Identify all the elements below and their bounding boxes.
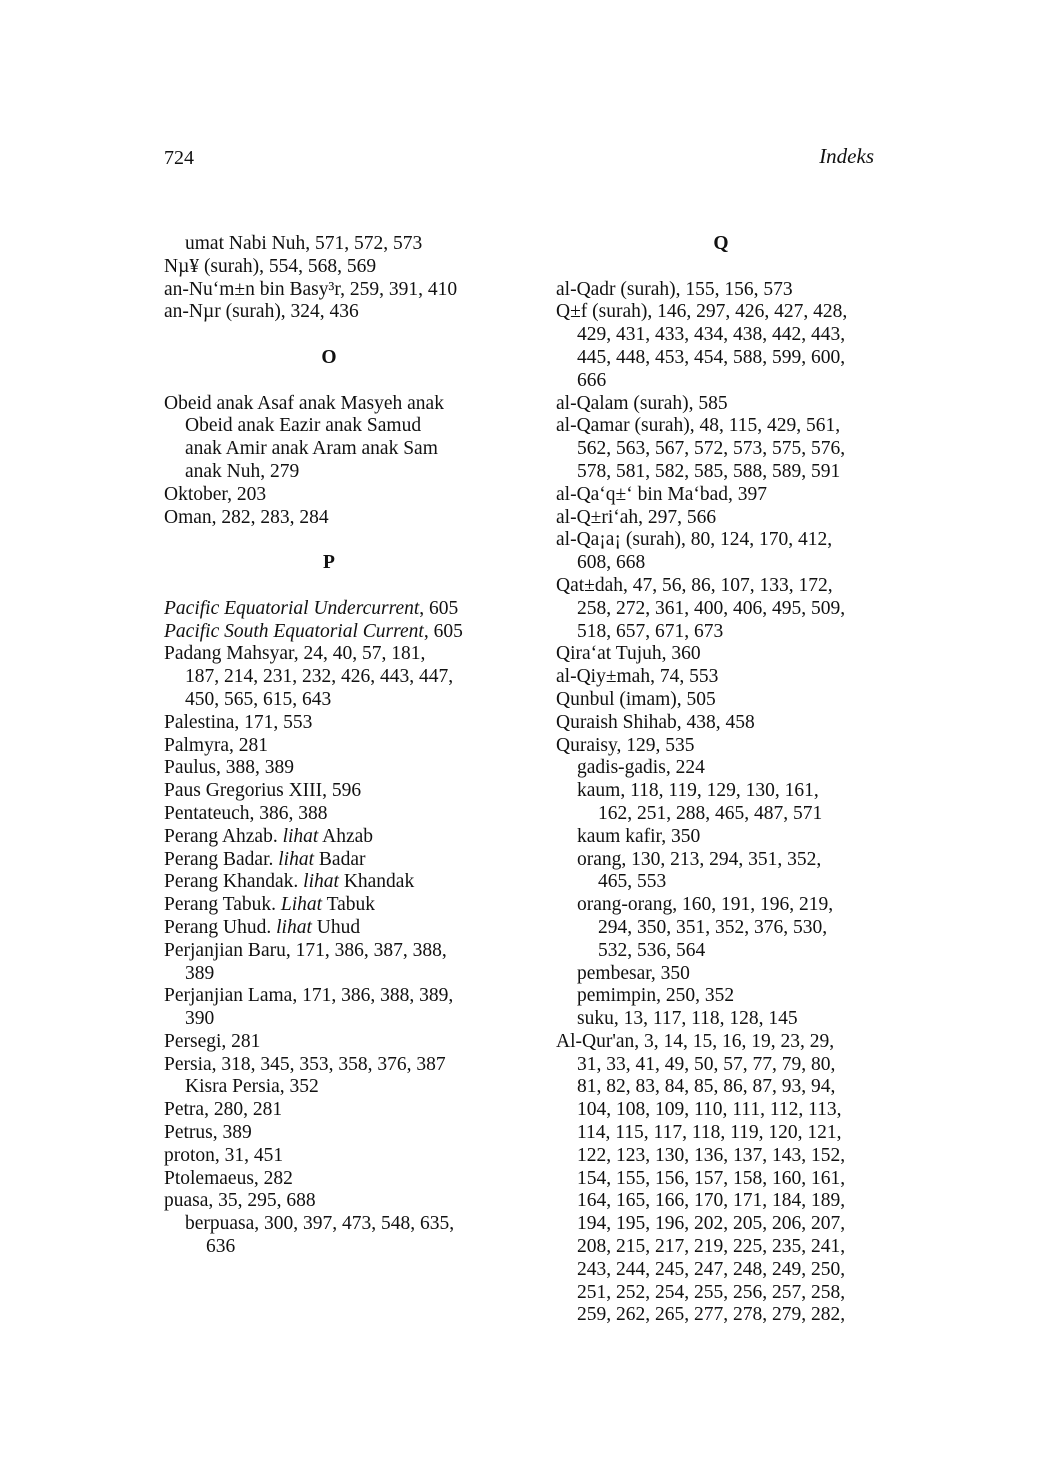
entry-text: Al-Qur'an, 3, 14, 15, 16, 19, 23, 29, [556, 1030, 835, 1052]
index-entry [164, 803, 494, 826]
entry-text: , 605 [423, 620, 463, 642]
entry-text: Palestina, 171, 553 [164, 711, 313, 733]
index-subentry [556, 826, 886, 849]
entry-text: 636 [206, 1236, 236, 1258]
index-subentry [164, 1076, 494, 1099]
entry-italic: lihat [276, 916, 312, 938]
index-subentry [556, 780, 886, 803]
entry-text: al-Qamar (surah), 48, 115, 429, 561, [556, 415, 841, 437]
entry-text: Persegi, 281 [164, 1030, 261, 1052]
entry-text: 194, 195, 196, 202, 205, 206, 207, [577, 1213, 846, 1235]
index-subentry [556, 1076, 886, 1099]
index-subentry [164, 1008, 494, 1031]
entry-text: Tabuk [322, 894, 376, 916]
entry-text: 465, 553 [598, 871, 667, 893]
entry-text: Paus Gregorius XIII, 596 [164, 780, 362, 802]
index-subentry [556, 370, 886, 393]
index-subentry [556, 917, 886, 940]
entry-text: anak Nuh, 279 [185, 460, 300, 482]
index-entry [164, 621, 494, 644]
index-subentry [556, 598, 886, 621]
index-entry [164, 917, 494, 940]
entry-text: Qat±dah, 47, 56, 86, 107, 133, 172, [556, 574, 833, 596]
entry-text: Persia, 318, 345, 353, 358, 376, 387 [164, 1053, 446, 1075]
entry-text: 164, 165, 166, 170, 171, 184, 189, [577, 1190, 846, 1212]
spacer [164, 529, 494, 552]
entry-text: Qunbul (imam), 505 [556, 688, 716, 710]
entry-italic: lihat [278, 848, 315, 870]
index-subentry [556, 621, 886, 644]
index-subentry [164, 1213, 494, 1236]
spacer [164, 575, 494, 598]
index-subentry [556, 1008, 886, 1031]
entry-text: berpuasa, 300, 397, 473, 548, 635, [185, 1213, 455, 1235]
index-entry [556, 643, 886, 666]
entry-text: al-Qalam (surah), 585 [556, 392, 728, 414]
index-entry [164, 1054, 494, 1077]
entry-text: 259, 262, 265, 277, 278, 279, 282, [577, 1304, 846, 1326]
entry-text: suku, 13, 117, 118, 128, 145 [577, 1008, 798, 1030]
index-subentry [556, 757, 886, 780]
spacer [164, 370, 494, 393]
index-entry [164, 940, 494, 963]
entry-text: gadis-gadis, 224 [577, 757, 705, 779]
entry-text: 578, 581, 582, 585, 588, 589, 591 [577, 460, 841, 482]
entry-text: 154, 155, 156, 157, 158, 160, 161, [577, 1167, 846, 1189]
index-entry [164, 1099, 494, 1122]
entry-text: 666 [577, 369, 607, 391]
entry-text: kaum kafir, 350 [577, 825, 701, 847]
index-entry [556, 529, 886, 552]
index-entry [164, 256, 494, 279]
entry-text: Pentateuch, 386, 388 [164, 802, 328, 824]
entry-text: Petra, 280, 281 [164, 1099, 283, 1121]
index-subentry [556, 1213, 886, 1236]
entry-text: 390 [185, 1008, 215, 1030]
index-column-right [556, 233, 886, 1327]
entry-italic: lihat [282, 825, 319, 847]
index-subentry [164, 666, 494, 689]
entry-text: Padang Mahsyar, 24, 40, 57, 181, [164, 643, 426, 665]
entry-text: Ptolemaeus, 282 [164, 1167, 293, 1189]
entry-text: Kisra Persia, 352 [185, 1076, 319, 1098]
index-entry [556, 484, 886, 507]
entry-prefix: Perang Khandak. [164, 871, 304, 893]
index-entry [556, 507, 886, 530]
index-subentry [556, 347, 886, 370]
index-entry [164, 735, 494, 758]
index-entry [556, 575, 886, 598]
index-entry [164, 1190, 494, 1213]
index-entry [164, 484, 494, 507]
entry-text: Paulus, 388, 389 [164, 757, 295, 779]
index-entry [556, 279, 886, 302]
entry-prefix: Perang Ahzab. [164, 825, 283, 847]
entry-text: an-Nµr (surah), 324, 436 [164, 301, 359, 323]
entry-text: 450, 565, 615, 643 [185, 688, 332, 710]
index-subentry [556, 461, 886, 484]
entry-prefix: Perang Tabuk. [164, 894, 281, 916]
index-subentry [556, 1099, 886, 1122]
entry-text: 389 [185, 962, 215, 984]
entry-text: pemimpin, 250, 352 [577, 985, 735, 1007]
index-entry [556, 415, 886, 438]
index-entry [164, 393, 494, 416]
entry-text: Obeid anak Asaf anak Masyeh anak [164, 392, 444, 414]
index-subentry [556, 1122, 886, 1145]
entry-text: proton, 31, 451 [164, 1144, 284, 1166]
entry-text: Nµ¥ (surah), 554, 568, 569 [164, 255, 377, 277]
index-subentry [164, 461, 494, 484]
spacer [164, 324, 494, 347]
entry-text: 294, 350, 351, 352, 376, 530, [598, 916, 828, 938]
index-subentry [164, 415, 494, 438]
entry-text: 104, 108, 109, 110, 111, 112, 113, [577, 1099, 842, 1121]
index-entry [556, 712, 886, 735]
index-entry [164, 871, 494, 894]
index-subentry [556, 963, 886, 986]
index-subentry [556, 1054, 886, 1077]
entry-text: pembesar, 350 [577, 962, 690, 984]
index-subentry [556, 1168, 886, 1191]
index-entry [164, 507, 494, 530]
entry-text: anak Amir anak Aram anak Sam [185, 438, 438, 460]
index-subentry [556, 438, 886, 461]
entry-text: Quraish Shihab, 438, 458 [556, 711, 755, 733]
entry-text: Oktober, 203 [164, 483, 267, 505]
index-subentry [556, 324, 886, 347]
index-subentry [556, 1304, 886, 1327]
index-entry [164, 849, 494, 872]
index-subentry [556, 1259, 886, 1282]
entry-text: Badar [314, 848, 366, 870]
entry-text: Uhud [311, 916, 361, 938]
index-entry [164, 279, 494, 302]
entry-text: Quraisy, 129, 535 [556, 734, 695, 756]
index-entry [164, 1122, 494, 1145]
entry-text: , 605 [419, 597, 459, 619]
entry-text: 429, 431, 433, 434, 438, 442, 443, [577, 324, 846, 346]
index-subentry [556, 1190, 886, 1213]
page-number: 724 [164, 147, 194, 169]
entry-text: an-Nu‘m±n bin Basy³r, 259, 391, 410 [164, 278, 458, 300]
index-entry [556, 1031, 886, 1054]
entry-text: Oman, 282, 283, 284 [164, 506, 329, 528]
entry-text: 81, 82, 83, 84, 85, 86, 87, 93, 94, [577, 1076, 836, 1098]
entry-text: orang, 130, 213, 294, 351, 352, [577, 848, 822, 870]
entry-italic: Pacific Equatorial Undercurrent [164, 597, 420, 619]
entry-text: 258, 272, 361, 400, 406, 495, 509, [577, 597, 846, 619]
entry-italic: lihat [303, 871, 339, 893]
index-entry [164, 1031, 494, 1054]
index-subentry [164, 1236, 494, 1259]
entry-text: Khandak [338, 871, 415, 893]
index-entry [556, 666, 886, 689]
entry-text: 251, 252, 254, 255, 256, 257, 258, [577, 1281, 846, 1303]
index-subentry [556, 849, 886, 872]
index-entry [556, 735, 886, 758]
entry-text: Perjanjian Lama, 171, 386, 388, 389, [164, 985, 454, 1007]
entry-text: kaum, 118, 119, 129, 130, 161, [577, 780, 819, 802]
index-subentry [556, 1145, 886, 1168]
index-column-left [164, 233, 494, 1259]
entry-text: 562, 563, 567, 572, 573, 575, 576, [577, 438, 846, 460]
spacer [556, 256, 886, 279]
index-subentry [556, 1236, 886, 1259]
entry-text: Qira‘at Tujuh, 360 [556, 643, 701, 665]
index-entry [164, 780, 494, 803]
entry-text: al-Q±ri‘ah, 297, 566 [556, 506, 717, 528]
index-subentry [556, 1282, 886, 1305]
index-entry [556, 689, 886, 712]
entry-text: 518, 657, 671, 673 [577, 620, 724, 642]
index-entry [164, 826, 494, 849]
entry-text: al-Qa‘q±‘ bin Ma‘bad, 397 [556, 483, 768, 505]
entry-italic: Lihat [280, 894, 323, 916]
index-entry [164, 985, 494, 1008]
entry-prefix: Perang Badar. [164, 848, 279, 870]
entry-italic: Pacific South Equatorial Current [164, 620, 424, 642]
section-letter: Q [713, 233, 729, 254]
section-letter: O [321, 346, 337, 368]
entry-text: 187, 214, 231, 232, 426, 443, 447, [185, 666, 454, 688]
entry-text: al-Qadr (surah), 155, 156, 573 [556, 278, 793, 300]
entry-text: umat Nabi Nuh, 571, 572, 573 [185, 233, 423, 254]
entry-text: 31, 33, 41, 49, 50, 57, 77, 79, 80, [577, 1053, 836, 1075]
index-subentry [164, 438, 494, 461]
running-head: Indeks [819, 144, 874, 168]
entry-text: al-Qiy±mah, 74, 553 [556, 666, 719, 688]
index-subentry [556, 985, 886, 1008]
entry-text: puasa, 35, 295, 688 [164, 1190, 316, 1212]
index-entry [164, 598, 494, 621]
entry-text: 162, 251, 288, 465, 487, 571 [598, 802, 823, 824]
entry-text: Q±f (surah), 146, 297, 426, 427, 428, [556, 301, 848, 323]
index-subentry [164, 233, 494, 256]
entry-text: Obeid anak Eazir anak Samud [185, 415, 422, 437]
entry-text: 114, 115, 117, 118, 119, 120, 121, [577, 1122, 842, 1144]
index-entry [164, 894, 494, 917]
index-subentry [556, 803, 886, 826]
index-subentry [556, 940, 886, 963]
entry-text: orang-orang, 160, 191, 196, 219, [577, 894, 834, 916]
entry-text: 608, 668 [577, 552, 646, 574]
index-entry [164, 757, 494, 780]
entry-text: al-Qa¡a¡ (surah), 80, 124, 170, 412, [556, 529, 833, 551]
index-subentry [556, 894, 886, 917]
entry-text: 445, 448, 453, 454, 588, 599, 600, [577, 346, 846, 368]
index-entry [164, 712, 494, 735]
entry-text: 122, 123, 130, 136, 137, 143, 152, [577, 1144, 846, 1166]
entry-text: Ahzab [318, 825, 374, 847]
index-entry [164, 1168, 494, 1191]
index-subentry [556, 871, 886, 894]
section-letter: P [323, 552, 335, 574]
entry-text: 208, 215, 217, 219, 225, 235, 241, [577, 1236, 846, 1258]
index-entry [164, 1145, 494, 1168]
entry-text: Palmyra, 281 [164, 734, 268, 756]
index-entry [164, 643, 494, 666]
index-subentry [556, 552, 886, 575]
index-subentry [164, 963, 494, 986]
entry-text: 243, 244, 245, 247, 248, 249, 250, [577, 1258, 846, 1280]
entry-text: Petrus, 389 [164, 1122, 252, 1144]
index-entry [556, 301, 886, 324]
entry-text: 532, 536, 564 [598, 939, 706, 961]
index-entry [556, 393, 886, 416]
entry-text: Perjanjian Baru, 171, 386, 387, 388, [164, 939, 447, 961]
index-entry [164, 301, 494, 324]
entry-prefix: Perang Uhud. [164, 916, 277, 938]
index-subentry [164, 689, 494, 712]
